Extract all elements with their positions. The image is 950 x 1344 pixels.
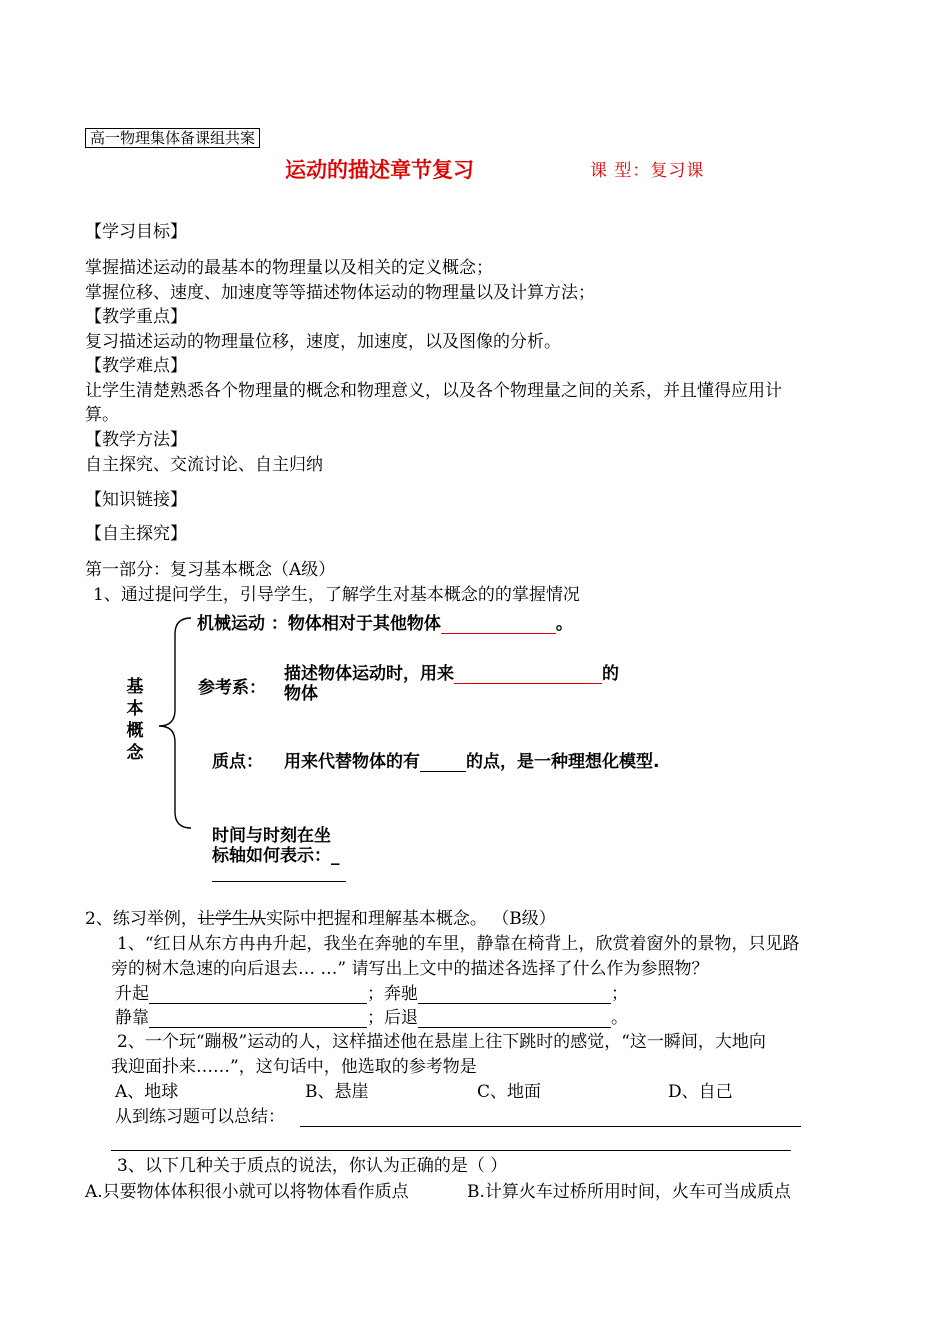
answer-label: 升起 bbox=[115, 984, 149, 1004]
concept-time-line-2 bbox=[212, 846, 340, 866]
method-line: 自主探究、交流讨论、自主归纳 bbox=[85, 455, 323, 475]
question-1-line-2: 旁的树木急速的向后退去… …” 请写出上文中的描述各选择了什么作为参照物？ bbox=[111, 959, 709, 979]
concept-mechanical-motion bbox=[197, 614, 573, 634]
question-2-option-a[interactable]: A、地球 bbox=[115, 1082, 179, 1102]
curly-brace bbox=[155, 612, 195, 834]
part1-item-1: 1、通过提问学生，引导学生，了解学生对基本概念的的掌握情况 bbox=[93, 585, 580, 605]
goals-heading: 【学习目标】 bbox=[85, 222, 187, 242]
question-2-line-2: 我迎面扑来……”，这句话中，他选取的参考物是 bbox=[111, 1057, 477, 1077]
vertical-char: 基 bbox=[126, 677, 144, 697]
difficulty-heading: 【教学难点】 bbox=[85, 356, 187, 376]
concept-time-line-1: 时间与时刻在坐 bbox=[212, 826, 331, 846]
concept-text: 的点，是一种理想化模型. bbox=[466, 752, 660, 772]
answer-blank[interactable] bbox=[149, 1010, 367, 1028]
concept-reference-frame-cont: 物体 bbox=[284, 684, 318, 704]
question-1-line-1: 1、“红日从东方冉冉升起，我坐在奔驰的车里，静靠在椅背上，欣赏着窗外的景物，只见路 bbox=[117, 934, 800, 954]
summary-blank-2[interactable] bbox=[111, 1150, 791, 1151]
page-title: 运动的描述章节复习 bbox=[285, 158, 474, 182]
question-3-option-a[interactable]: A.只要物体体积很小就可以将物体看作质点 bbox=[85, 1182, 409, 1202]
question-1-answers-row-1 bbox=[115, 984, 628, 1004]
question-3-option-b[interactable]: B.计算火车过桥所用时间，火车可当成质点 bbox=[467, 1182, 791, 1202]
answer-label: ；后退 bbox=[367, 1008, 418, 1028]
concept-particle-label: 质点： bbox=[212, 752, 263, 772]
question-3: 3、以下几种关于质点的说法，你认为正确的是（ ） bbox=[117, 1156, 508, 1176]
question-2-line-1: 2、一个玩“蹦极”运动的人，这样描述他在悬崖上往下跳时的感觉，“这一瞬间，大地向 bbox=[117, 1032, 766, 1052]
question-2-option-c[interactable]: C、地面 bbox=[477, 1082, 542, 1102]
fill-blank[interactable] bbox=[420, 754, 466, 772]
vertical-char: 概 bbox=[126, 721, 144, 741]
goal-line-2: 掌握位移、速度、加速度等等描述物体运动的物理量以及计算方法； bbox=[85, 283, 595, 303]
practice-text: 实际中把握和理解基本概念。 （B级） bbox=[265, 909, 556, 929]
concept-text: _ bbox=[331, 846, 340, 866]
concept-text: 用来代替物体的有 bbox=[284, 752, 420, 772]
summary-label: 从到练习题可以总结： bbox=[115, 1107, 285, 1127]
concept-reference-frame bbox=[284, 664, 619, 684]
concept-reference-label: 参考系： bbox=[198, 678, 266, 698]
answer-blank[interactable] bbox=[149, 986, 367, 1004]
concept-text: 描述物体运动时，用来 bbox=[284, 664, 454, 684]
answer-label: 静靠 bbox=[115, 1008, 149, 1028]
fill-blank[interactable] bbox=[454, 665, 602, 684]
focus-heading: 【教学重点】 bbox=[85, 307, 187, 327]
concept-text: 标轴如何表示： bbox=[212, 846, 331, 866]
summary-blank[interactable] bbox=[300, 1126, 801, 1127]
focus-line: 复习描述运动的物理量位移，速度，加速度，以及图像的分析。 bbox=[85, 332, 561, 352]
answer-label: ；奔驰 bbox=[367, 984, 418, 1004]
part1-heading: 第一部分：复习基本概念（A级） bbox=[85, 560, 336, 580]
question-1-answers-row-2 bbox=[115, 1008, 628, 1028]
concept-particle bbox=[284, 752, 659, 772]
link-heading: 【知识链接】 bbox=[85, 490, 187, 510]
answer-label: ； bbox=[611, 984, 628, 1004]
explore-heading: 【自主探究】 bbox=[85, 524, 187, 544]
concept-text: 机械运动 ：物体相对于其他物体 bbox=[197, 614, 441, 634]
concept-text: 。 bbox=[555, 614, 573, 634]
course-type: 课 型：复习课 bbox=[590, 161, 705, 181]
fill-blank[interactable] bbox=[441, 615, 556, 634]
question-2-option-d[interactable]: D、自己 bbox=[668, 1082, 733, 1102]
answer-label: 。 bbox=[611, 1008, 628, 1028]
practice-text: 2、练习举例， bbox=[85, 909, 198, 929]
concept-vertical-label bbox=[124, 676, 146, 764]
difficulty-line-1: 让学生清楚熟悉各个物理量的概念和物理意义，以及各个物理量之间的关系，并且懂得应用计 bbox=[85, 381, 782, 401]
goal-line-1: 掌握描述运动的最基本的物理量以及相关的定义概念； bbox=[85, 258, 493, 278]
question-2-option-b[interactable]: B、悬崖 bbox=[305, 1082, 369, 1102]
answer-blank[interactable] bbox=[418, 986, 611, 1004]
concept-text: 的 bbox=[602, 664, 619, 684]
answer-blank[interactable] bbox=[418, 1010, 611, 1028]
difficulty-line-2: 算。 bbox=[85, 405, 119, 425]
group-label-box: 高一物理集体备课组共案 bbox=[85, 128, 260, 148]
vertical-char: 本 bbox=[126, 699, 144, 719]
method-heading: 【教学方法】 bbox=[85, 430, 187, 450]
fill-blank[interactable] bbox=[212, 881, 346, 882]
vertical-char: 念 bbox=[126, 743, 144, 763]
struck-text: 让学生从 bbox=[197, 909, 266, 929]
practice-intro bbox=[85, 909, 556, 929]
